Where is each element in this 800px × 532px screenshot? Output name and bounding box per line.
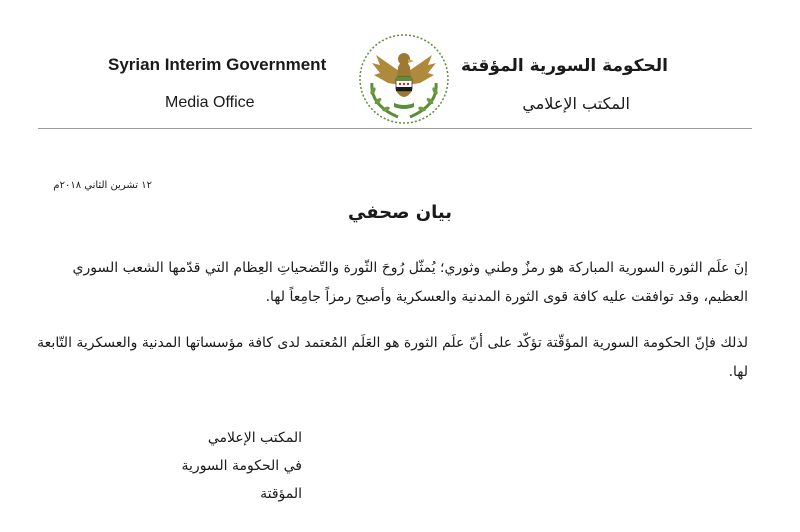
- header-ar-subtitle: المكتب الإعلامي: [522, 94, 630, 113]
- document-date: ١٢ تشرين الثاني ٢٠١٨م: [53, 180, 152, 191]
- signature-line-1: المكتب الإعلامي: [207, 430, 302, 446]
- header-ar-title: الحكومة السورية المؤقتة: [461, 56, 668, 76]
- eagle-emblem-icon: [358, 33, 450, 125]
- header-en-title: Syrian Interim Government: [108, 55, 327, 74]
- header-en-subtitle: Media Office: [165, 94, 255, 111]
- paragraph-2: لذلك فإنّ الحكومة السورية المؤقّتة تؤكّد على أنّ علَم الثورة هو العَلَم المُعتمد لدى كافة مؤسساتها المدنية والعسكرية التّابعة لها.: [37, 335, 748, 380]
- header-divider: [38, 128, 752, 129]
- signature-line-2: في الحكومة السورية المؤقتة: [181, 458, 302, 502]
- paragraph-1: إنَ علَم الثورة السورية المباركة هو رمزٌ وطني وثوري؛ يُمثّل رُوحَ الثّورة والتّضحياتِ العِظام التي قدّمها الشعب السوري العظيم، وقد توافقت عليه كافة قوى الثورة المدنية والعسكرية وأصبح رمزاً جامِعاً لها.: [72, 260, 748, 305]
- signature: [140, 424, 302, 508]
- document-title: بيان صحفي: [347, 202, 453, 223]
